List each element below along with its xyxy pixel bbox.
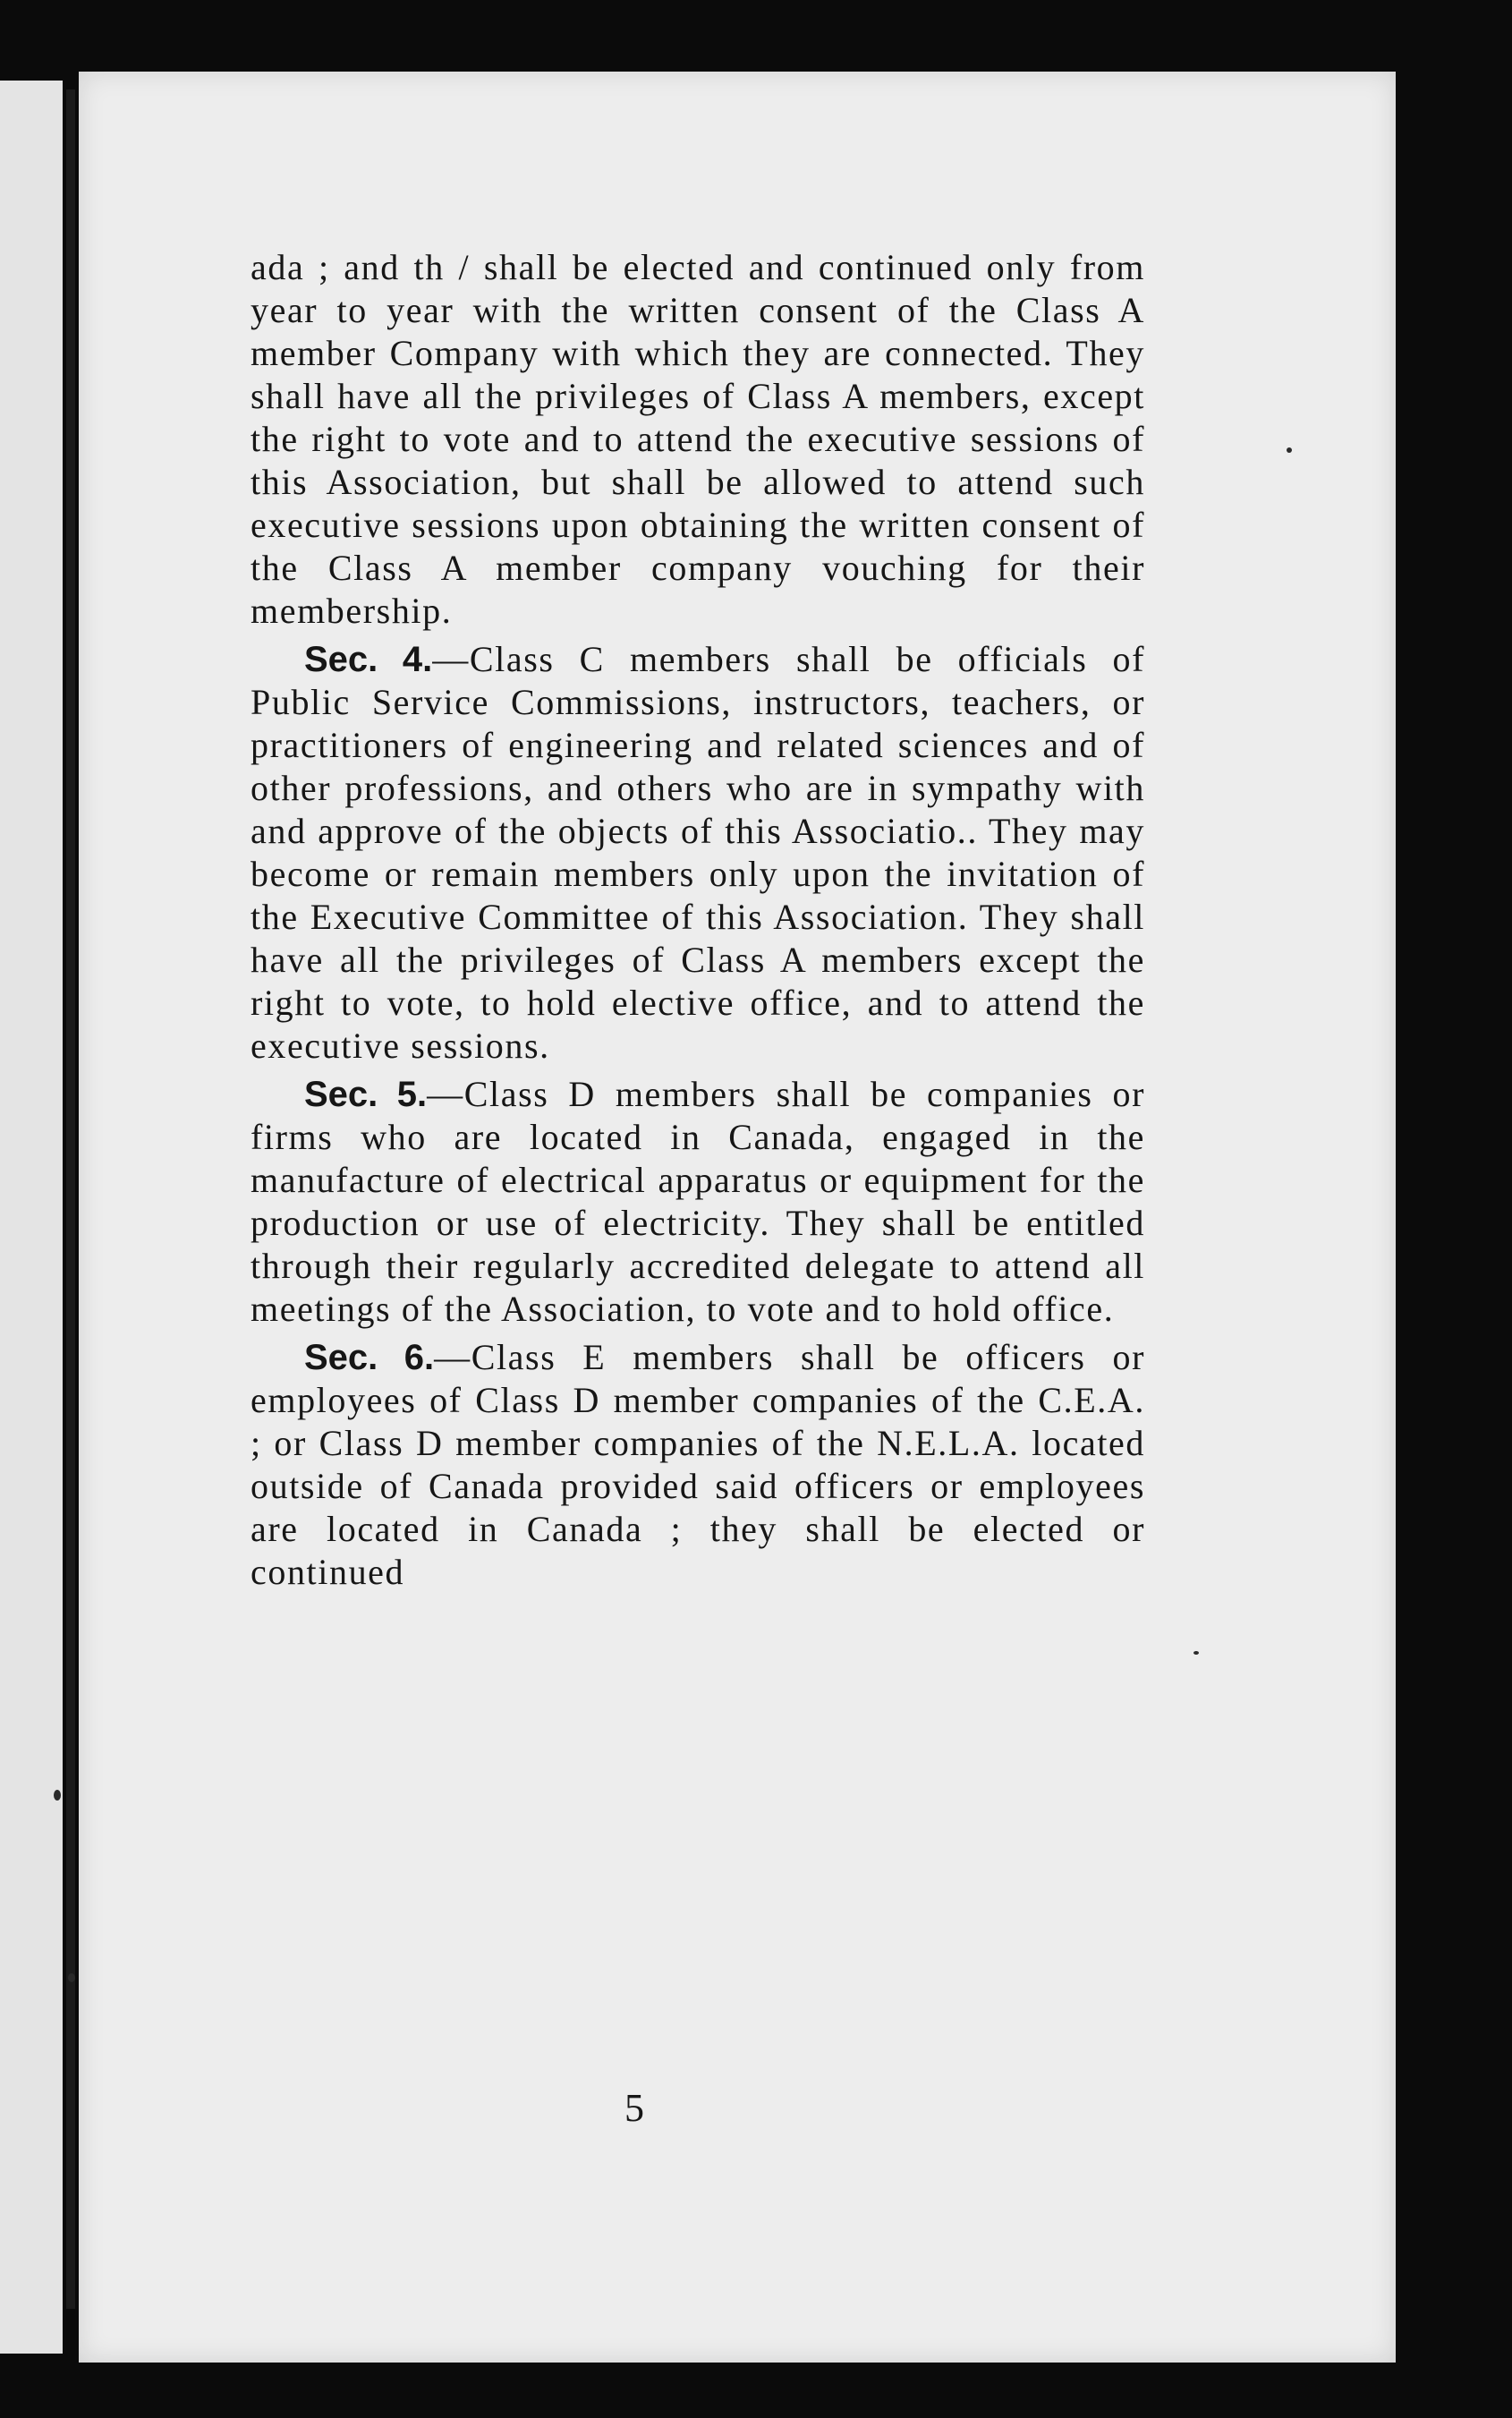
section-label: Sec. 5. bbox=[304, 1075, 428, 1114]
scan-speck bbox=[68, 1973, 75, 1982]
body-text bbox=[251, 246, 1145, 1599]
scan-speck bbox=[1193, 1651, 1199, 1655]
scan-speck bbox=[54, 1790, 61, 1801]
paragraph-text: —Class D members shall be companies or firms who are located in Canada, engaged in the manufacture of electrical apparatus or equipment for the production or use of electricity. They shall be entitled through their regularly accredited delegate to attend all meetings of the Association, to vote and to hold office. bbox=[251, 1074, 1145, 1329]
paragraph-text: —Class C members shall be officials of Public Service Commissions, instructors, teachers, or practitioners of engineering and related sciences and of other professions, and others who are in sympathy with and approve of the objects of this Associatio.. They may become or remain members only upon the invitation of the Executive Committee of this Association. They shall have all the privileges of Class A members except the right to vote, to hold elective office, and to attend the executive sessions. bbox=[251, 639, 1145, 1066]
previous-page-edge bbox=[0, 81, 63, 2354]
scan-speck bbox=[1287, 447, 1292, 453]
paragraph-continuation bbox=[251, 246, 1145, 633]
section-label: Sec. 4. bbox=[304, 640, 433, 679]
paragraph-text: ada ; and th / shall be elected and continued only from year to year with the written consent of the Class A member Company with which they are connected. They shall have all the privileges of Class A members, except the right to vote and to attend the executive sessions of this Association, but shall be allowed to attend such executive sessions upon obtaining the written consent of the Class A member company vouching for their membership. bbox=[251, 247, 1145, 631]
section-label: Sec. 6. bbox=[304, 1338, 435, 1377]
paragraph-sec-5 bbox=[251, 1073, 1145, 1331]
paragraph-sec-6 bbox=[251, 1336, 1145, 1594]
paragraph-sec-4 bbox=[251, 638, 1145, 1068]
page-number: 5 bbox=[624, 2086, 644, 2130]
paragraph-text: —Class E members shall be officers or employees of Class D member companies of the C.E.A. ; or Class D member companies of the N.E.L.A. located outside of Canada provided said officers or employees are located in Canada ; they shall be elected or continued bbox=[251, 1337, 1146, 1592]
scanned-page bbox=[79, 72, 1396, 2363]
